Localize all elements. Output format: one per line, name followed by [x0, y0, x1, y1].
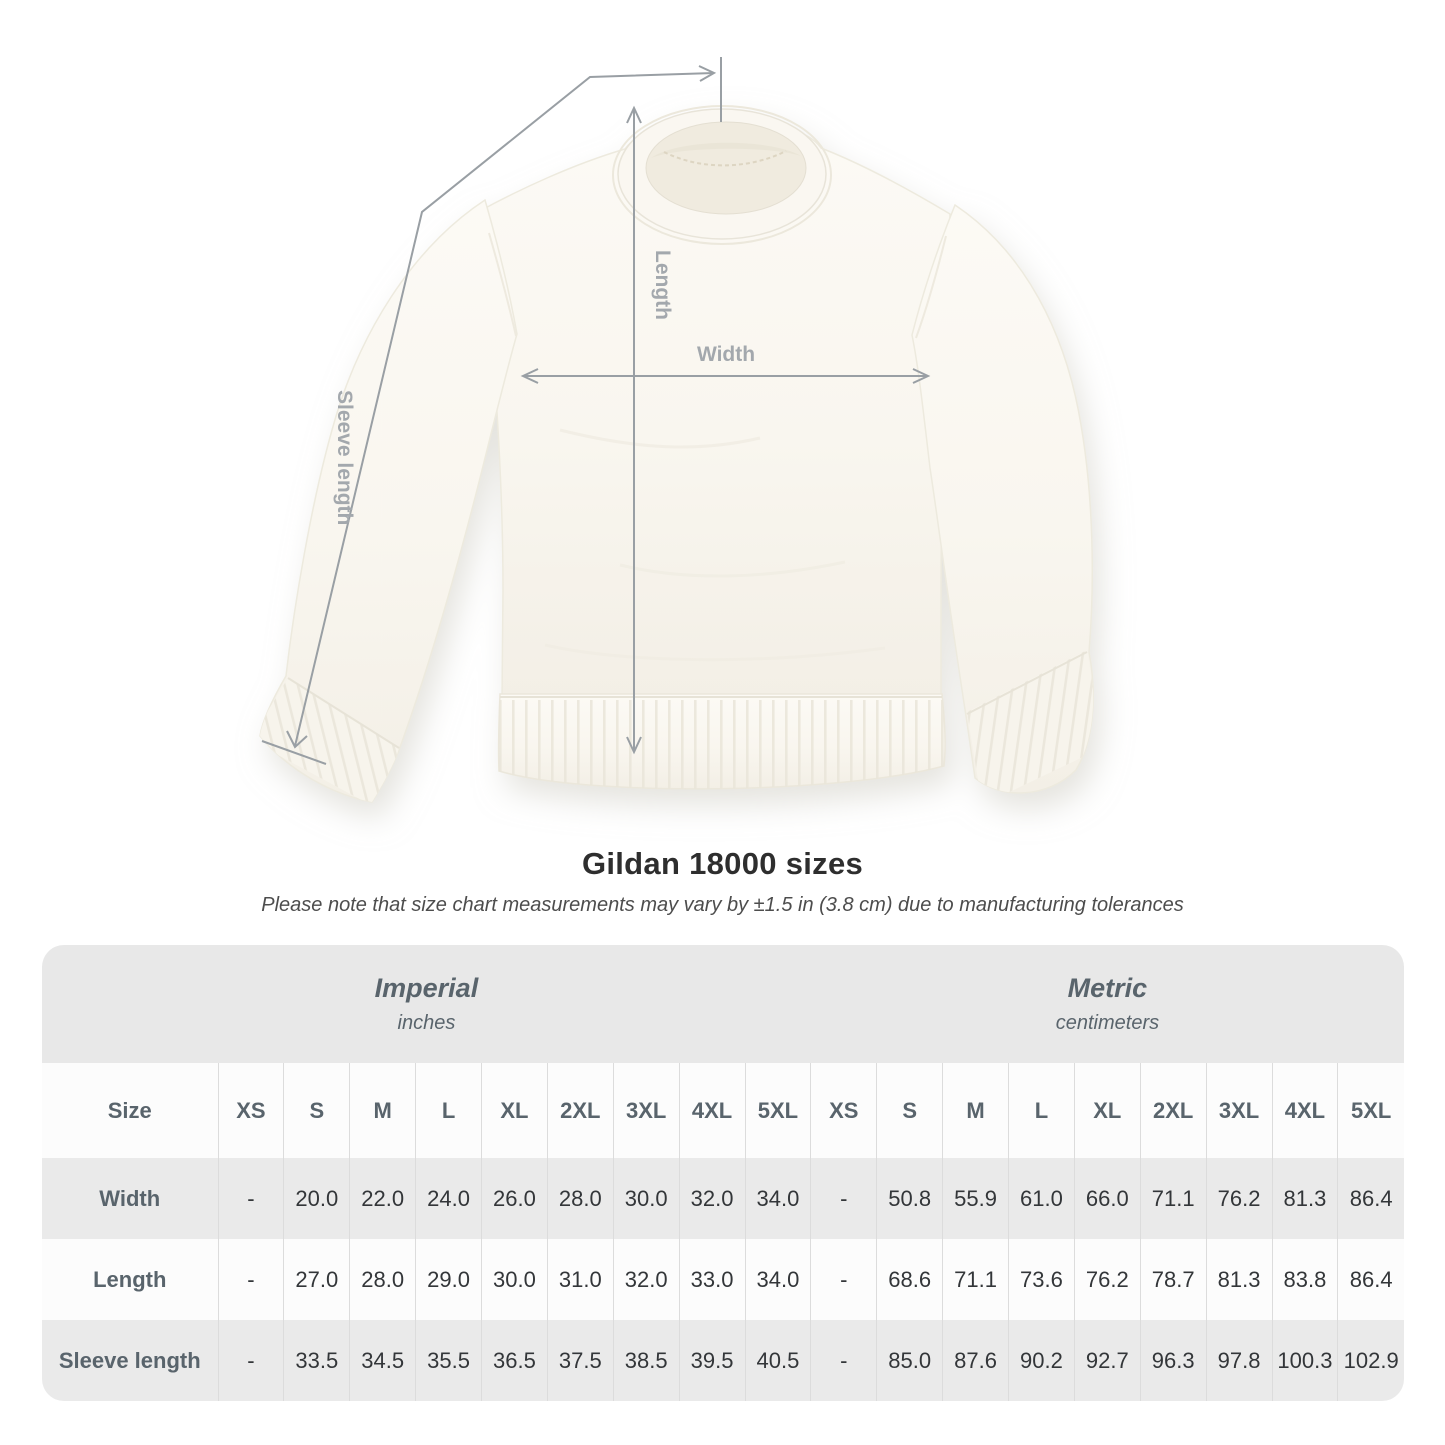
- cell-length-imperial-l: 29.0: [416, 1239, 482, 1320]
- size-header-metric-m: M: [943, 1063, 1009, 1158]
- cell-sleeve-length-imperial-5xl: 40.5: [745, 1320, 811, 1401]
- cell-sleeve-length-imperial-l: 35.5: [416, 1320, 482, 1401]
- cell-sleeve-length-imperial-xl: 36.5: [482, 1320, 548, 1401]
- size-header-metric-2xl: 2XL: [1140, 1063, 1206, 1158]
- size-header-imperial-2xl: 2XL: [547, 1063, 613, 1158]
- cell-sleeve-length-imperial-3xl: 38.5: [613, 1320, 679, 1401]
- cell-width-metric-m: 55.9: [943, 1158, 1009, 1239]
- cell-width-imperial-m: 22.0: [350, 1158, 416, 1239]
- tolerance-note: Please note that size chart measurements may vary by ±1.5 in (3.8 cm) due to manufacturing tolerances: [261, 894, 1184, 916]
- sweatshirt-collar: [613, 106, 831, 244]
- size-header-row: [42, 1063, 1404, 1158]
- cell-width-metric-4xl: 81.3: [1272, 1158, 1338, 1239]
- page-title: Gildan 18000 sizes: [581, 846, 864, 881]
- cell-sleeve-length-imperial-m: 34.5: [350, 1320, 416, 1401]
- cell-length-metric-l: 73.6: [1009, 1239, 1075, 1320]
- cell-sleeve-length-metric-xs: -: [811, 1320, 877, 1401]
- size-header-imperial-xl: XL: [482, 1063, 548, 1158]
- cell-length-imperial-m: 28.0: [350, 1239, 416, 1320]
- length-dimension-label: Length: [651, 250, 674, 320]
- size-header-metric-3xl: 3XL: [1206, 1063, 1272, 1158]
- measurement-row-width: [42, 1158, 1404, 1239]
- size-header-imperial-3xl: 3XL: [613, 1063, 679, 1158]
- measurement-row-sleeve-length: [42, 1320, 1404, 1401]
- cell-width-metric-xs: -: [811, 1158, 877, 1239]
- cell-sleeve-length-metric-m: 87.6: [943, 1320, 1009, 1401]
- size-header-metric-xl: XL: [1074, 1063, 1140, 1158]
- cell-sleeve-length-metric-3xl: 97.8: [1206, 1320, 1272, 1401]
- cell-sleeve-length-metric-5xl: 102.9: [1343, 1347, 1399, 1373]
- size-table-body: [42, 1158, 1404, 1401]
- size-column-header: Size: [42, 1063, 218, 1158]
- cell-length-imperial-xs: -: [218, 1239, 284, 1320]
- cell-length-metric-4xl: 83.8: [1272, 1239, 1338, 1320]
- cell-length-metric-s: 68.6: [877, 1239, 943, 1320]
- cell-width-imperial-3xl: 30.0: [613, 1158, 679, 1239]
- cell-length-imperial-s: 27.0: [284, 1239, 350, 1320]
- size-header-imperial-l: L: [416, 1063, 482, 1158]
- cell-length-metric-xs: -: [811, 1239, 877, 1320]
- size-header-imperial-xs: XS: [218, 1063, 284, 1158]
- size-header-metric-5xl: 5XL: [1338, 1063, 1404, 1158]
- size-table-head: [42, 945, 1404, 1158]
- cell-width-metric-5xl: 86.4: [1349, 1185, 1393, 1211]
- cell-width-imperial-xl: 26.0: [482, 1158, 548, 1239]
- size-header-imperial-4xl: 4XL: [679, 1063, 745, 1158]
- cell-sleeve-length-imperial-2xl: 37.5: [547, 1320, 613, 1401]
- cell-length-imperial-5xl: 34.0: [745, 1239, 811, 1320]
- cell-length-imperial-3xl: 32.0: [613, 1239, 679, 1320]
- cell-length-metric-2xl: 78.7: [1140, 1239, 1206, 1320]
- group-name-imperial: Imperial: [374, 973, 479, 1003]
- size-header-metric-l: L: [1009, 1063, 1075, 1158]
- size-header-imperial-s: S: [284, 1063, 350, 1158]
- cell-sleeve-length-metric-l: 90.2: [1009, 1320, 1075, 1401]
- cell-width-metric-2xl: 71.1: [1140, 1158, 1206, 1239]
- cell-width-metric-xl: 66.0: [1074, 1158, 1140, 1239]
- cell-width-imperial-4xl: 32.0: [679, 1158, 745, 1239]
- cell-sleeve-length-imperial-xs: -: [218, 1320, 284, 1401]
- group-header-imperial: [42, 945, 811, 1063]
- cell-length-imperial-xl: 30.0: [482, 1239, 548, 1320]
- cell-width-imperial-2xl: 28.0: [547, 1158, 613, 1239]
- row-label-length: Length: [42, 1239, 218, 1320]
- cell-length-metric-m: 71.1: [943, 1239, 1009, 1320]
- size-chart-table: [42, 945, 1404, 1401]
- sleeve-length-dimension-label: Sleeve length: [333, 390, 356, 526]
- cell-length-metric-5xl: 86.4: [1349, 1266, 1393, 1292]
- cell-width-imperial-xs: -: [218, 1158, 284, 1239]
- cell-sleeve-length-metric-xl: 92.7: [1074, 1320, 1140, 1401]
- cell-width-imperial-l: 24.0: [416, 1158, 482, 1239]
- width-dimension-label: Width: [696, 343, 756, 366]
- cell-length-imperial-4xl: 33.0: [679, 1239, 745, 1320]
- cell-width-metric-3xl: 76.2: [1206, 1158, 1272, 1239]
- size-header-imperial-m: M: [350, 1063, 416, 1158]
- sweatshirt-photo: [250, 106, 1102, 810]
- size-header-imperial-5xl: 5XL: [745, 1063, 811, 1158]
- measurement-row-length: [42, 1239, 1404, 1320]
- cell-sleeve-length-metric-2xl: 96.3: [1140, 1320, 1206, 1401]
- cell-width-metric-s: 50.8: [877, 1158, 943, 1239]
- row-label-sleeve-length: Sleeve length: [42, 1320, 218, 1401]
- cell-sleeve-length-metric-4xl: 100.3: [1272, 1320, 1338, 1401]
- size-header-metric-xs: XS: [811, 1063, 877, 1158]
- unit-group-row: [42, 945, 1404, 1063]
- cell-width-metric-l: 61.0: [1009, 1158, 1075, 1239]
- cell-length-imperial-2xl: 31.0: [547, 1239, 613, 1320]
- row-label-width: Width: [42, 1158, 218, 1239]
- group-unit-metric: centimeters: [1055, 1012, 1160, 1034]
- group-header-metric: [811, 945, 1404, 1063]
- cell-length-metric-3xl: 81.3: [1206, 1239, 1272, 1320]
- group-name-metric: Metric: [1067, 973, 1148, 1003]
- cell-length-metric-xl: 76.2: [1074, 1239, 1140, 1320]
- group-unit-imperial: inches: [397, 1012, 456, 1034]
- size-table-container: [42, 945, 1404, 1401]
- size-header-metric-s: S: [877, 1063, 943, 1158]
- cell-width-imperial-s: 20.0: [284, 1158, 350, 1239]
- cell-sleeve-length-imperial-4xl: 39.5: [679, 1320, 745, 1401]
- cell-sleeve-length-metric-s: 85.0: [877, 1320, 943, 1401]
- cell-sleeve-length-imperial-s: 33.5: [284, 1320, 350, 1401]
- cell-width-imperial-5xl: 34.0: [745, 1158, 811, 1239]
- size-header-metric-4xl: 4XL: [1272, 1063, 1338, 1158]
